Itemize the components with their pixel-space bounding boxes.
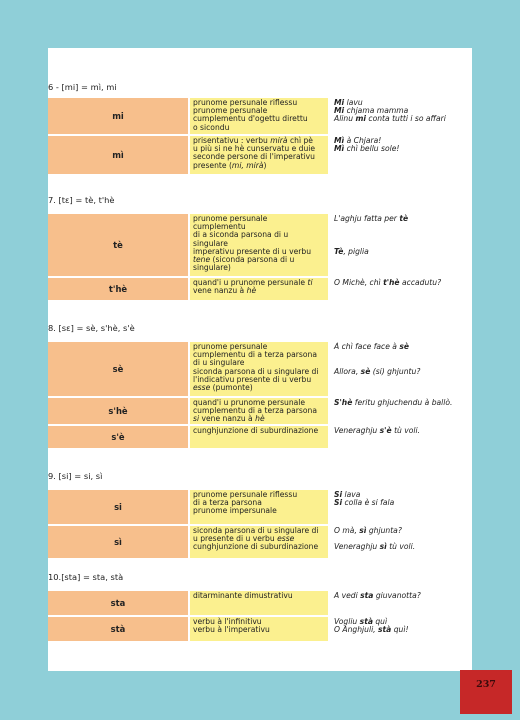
section-title: 10.[sta] = sta, stà <box>48 572 124 582</box>
table-row <box>48 342 472 396</box>
table-row <box>48 591 472 615</box>
document-page <box>48 48 472 671</box>
word-cell: s'hè <box>48 398 188 424</box>
word-cell: t'hè <box>48 278 188 300</box>
description-cell: ditarminante dimustrativu <box>190 591 328 615</box>
section-title: 8. [sɛ] = sè, s'hè, s'è <box>48 323 135 333</box>
word-cell: mì <box>48 136 188 174</box>
word-cell: mi <box>48 98 188 134</box>
example-cell: Mì à Chjara! Mì chì bellu sole! <box>334 136 400 154</box>
description-cell: prunome persunale riflessu prunome persunale cumplementu d'ogettu direttu o sicondu <box>190 98 328 134</box>
description-cell: quand'i u prunome persunale cumplementu di a terza parsona si vene nanzu à hè <box>190 398 328 424</box>
example-cell: Vogliu stà quì O Anghjuli, stà quì! <box>334 617 409 635</box>
table-row <box>48 426 472 448</box>
example-cell: L'aghju fatta per tè Tè, piglia <box>334 214 409 256</box>
word-cell: si <box>48 490 188 524</box>
example-cell: S'hè feritu ghjuchendu à ballò. <box>334 398 453 407</box>
word-cell: tè <box>48 214 188 276</box>
table-row <box>48 136 472 174</box>
example-cell: Si lava Si colla è si fala <box>334 490 395 508</box>
table-row <box>48 526 472 558</box>
table-row <box>48 278 472 300</box>
description-cell: verbu à l'infinitivu verbu à l'imperativu <box>190 617 328 641</box>
table-row <box>48 98 472 134</box>
example-cell: O mà, sì ghjunta? Veneraghju sì tù voli. <box>334 526 416 552</box>
example-cell: Mi lavu Mi chjama mamma Alinu mi conta tutti i so affari <box>334 98 446 124</box>
example-cell: O Michè, chì t'hè accadutu? <box>334 278 442 287</box>
description-cell: cunghjunzione di suburdinazione <box>190 426 328 448</box>
word-cell: sta <box>48 591 188 615</box>
section-title: 9. [si] = si, sì <box>48 471 103 481</box>
page-number-badge: 237 <box>460 670 512 714</box>
table-row <box>48 490 472 524</box>
description-cell: prunome persunale riflessu di a terza parsona prunome impersunale <box>190 490 328 524</box>
description-cell: prunome persunale cumplementu di a siconda parsona di u singulare imperativu presente di u verbu tene (siconda parsona di u singulare) <box>190 214 328 276</box>
table-row <box>48 617 472 641</box>
example-cell: À chì face face à sè Allora, sè (si) ghjuntu? <box>334 342 421 376</box>
description-cell: quand'i u prunome persunale ti vene nanzu à hè <box>190 278 328 300</box>
word-cell: sè <box>48 342 188 396</box>
example-cell: A vedi sta giuvanotta? <box>334 591 421 600</box>
description-cell: prisentativu : verbu mirà chì pè u più si ne hè cunservatu e duie seconde persone di l'imperativu presente (mi, mirà) <box>190 136 328 174</box>
example-cell: Veneraghju s'è tù voli. <box>334 426 421 435</box>
word-cell: stà <box>48 617 188 641</box>
section-title: 6 - [mi] = mì, mi <box>48 82 117 92</box>
word-cell: s'è <box>48 426 188 448</box>
description-cell: siconda parsona di u singulare di u presente di u verbu esse cunghjunzione di suburdinazione <box>190 526 328 558</box>
description-cell: prunome persunale cumplementu di a terza parsona di u singulare siconda parsona di u singulare di l'indicativu presente di u verbu esse (pumonte) <box>190 342 328 396</box>
table-row <box>48 398 472 424</box>
table-row <box>48 214 472 276</box>
word-cell: sì <box>48 526 188 558</box>
section-title: 7. [tɛ] = tè, t'hè <box>48 195 115 205</box>
